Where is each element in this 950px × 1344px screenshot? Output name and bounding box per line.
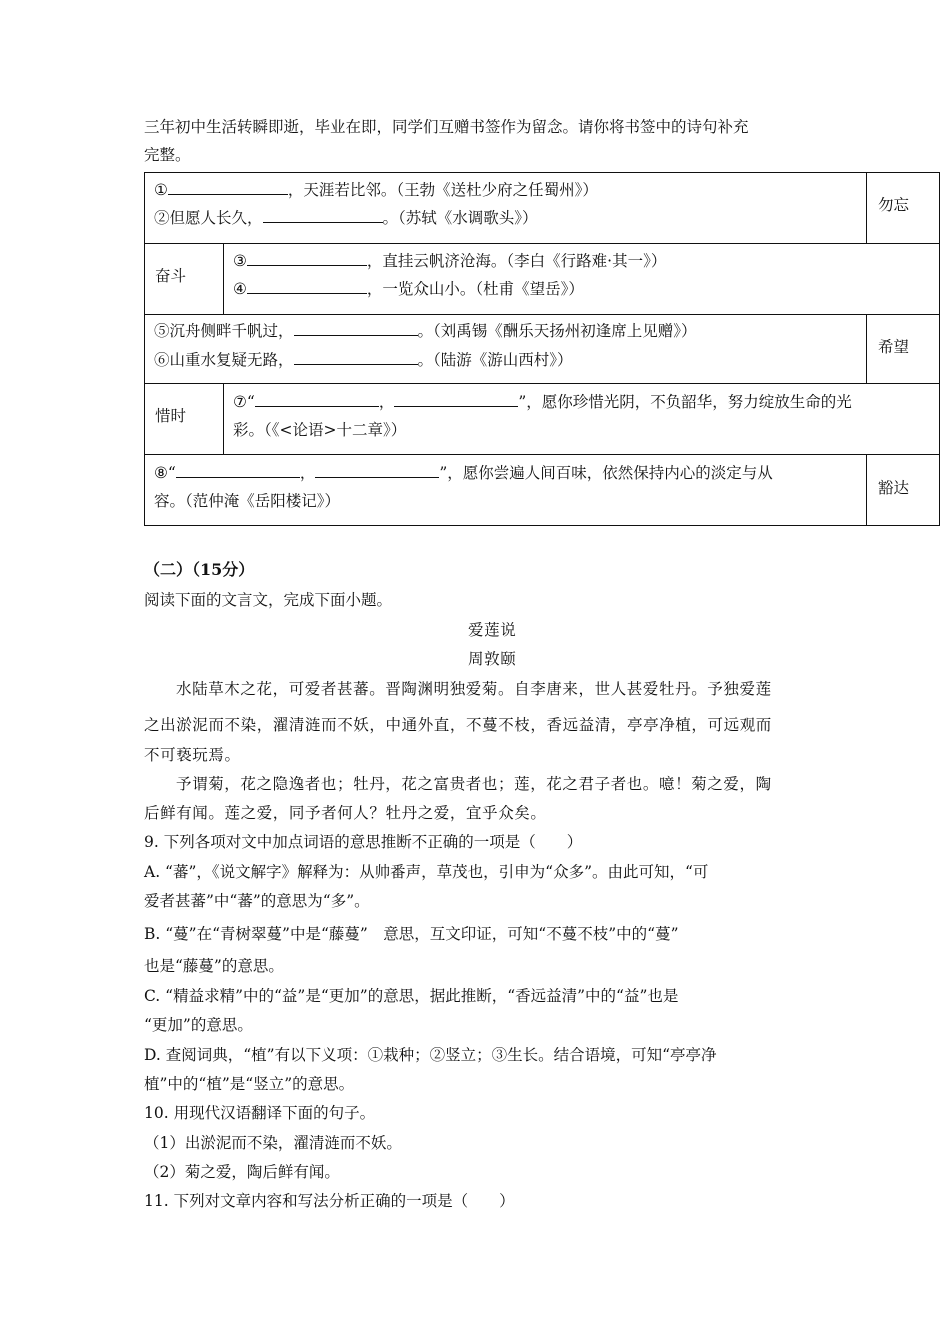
option-a-line-2: 爱者甚蕃”中“蕃”的意思为“多”。 (144, 892, 370, 910)
bookmark-table (144, 172, 940, 526)
option-d-line-1[interactable]: D. 查阅词典，“植”有以下义项：①栽种；②竖立；③生长。结合语境，可知“亭亭净 (144, 1046, 717, 1064)
bookmark-label-1: 勿忘 (878, 196, 910, 214)
bookmark-row-5 (144, 454, 940, 526)
bookmark-row-3 (144, 314, 940, 384)
answer-blank-7b[interactable] (394, 392, 518, 407)
option-d-line-2: 植”中的“植”是“竖立”的意思。 (144, 1075, 355, 1093)
passage-line-5: 后鲜有闻。莲之爱，同予者何人？牡丹之爱，宜乎众矣。 (144, 804, 547, 822)
bookmark-label-2: 奋斗 (155, 267, 187, 285)
passage-line-2: 之出淤泥而不染，濯清涟而不妖，中通外直，不蔓不枝，香远益清，亭亭净植，可远观而 (144, 716, 772, 734)
answer-blank-1[interactable] (168, 180, 288, 195)
poem-line-4: ④ ，一览众山小。（杜甫《望岳》） (233, 280, 584, 298)
question-11: 11. 下列对文章内容和写法分析正确的一项是（ ） (144, 1192, 515, 1210)
intro-line-1: 三年初中生活转瞬即逝，毕业在即，同学们互赠书签作为留念。请你将书签中的诗句补充 (144, 118, 749, 136)
answer-blank-4[interactable] (247, 279, 367, 294)
section-title: （二）（15分） (144, 560, 255, 579)
answer-blank-6[interactable] (294, 350, 418, 365)
intro-line-2: 完整。 (144, 146, 191, 164)
option-c-line-2: “更加”的意思。 (144, 1016, 253, 1034)
answer-blank-8a[interactable] (176, 463, 300, 478)
bookmark-label-5: 豁达 (878, 479, 910, 497)
passage-line-4: 予谓菊，花之隐逸者也；牡丹，花之富贵者也；莲，花之君子者也。噫！菊之爱，陶 (176, 775, 772, 793)
poem-line-8: ⑧“ ， ”，愿你尝遍人间百味，依然保持内心的淡定与从 (154, 464, 773, 482)
answer-blank-2[interactable] (263, 208, 383, 223)
bookmark-row-1 (144, 172, 940, 244)
poem-line-7-cont: 彩。（《<论语>十二章》） (233, 421, 407, 439)
poem-line-3: ③ ，直挂云帆济沧海。（李白《行路难·其一》） (233, 252, 667, 270)
question-10-sub-1: （1）出淤泥而不染，濯清涟而不妖。 (144, 1134, 402, 1152)
poem-line-5: ⑤沉舟侧畔千帆过， 。（刘禹锡《酬乐天扬州初逢席上见赠》） (154, 322, 697, 340)
bookmark-row-4 (144, 383, 940, 455)
passage-line-3: 不可亵玩焉。 (144, 746, 241, 764)
section-instruction: 阅读下面的文言文，完成下面小题。 (144, 591, 393, 609)
poem-line-1: ① ，天涯若比邻。（王勃《送杜少府之任蜀州》） (154, 181, 598, 199)
answer-blank-5[interactable] (294, 321, 418, 336)
question-10: 10. 用现代汉语翻译下面的句子。 (144, 1104, 376, 1122)
bookmark-row-2 (144, 243, 940, 315)
poem-line-8-cont: 容。（范仲淹《岳阳楼记》） (154, 492, 341, 510)
answer-blank-3[interactable] (247, 251, 367, 266)
bookmark-label-3: 希望 (878, 338, 910, 356)
option-b-line-2: 也是“藤蔓”的意思。 (144, 957, 284, 975)
bookmark-label-4: 惜时 (155, 407, 187, 425)
passage-title: 爱莲说 (468, 621, 517, 639)
option-b-line-1[interactable]: B. “蔓”在“青树翠蔓”中是“藤蔓” 意思，互文印证，可知“不蔓不枝”中的“蔓” (144, 925, 679, 943)
passage-line-1: 水陆草木之花，可爱者甚蕃。晋陶渊明独爱菊。自李唐来，世人甚爱牡丹。予独爱莲 (176, 680, 772, 698)
option-c-line-1[interactable]: C. “精益求精”中的“益”是“更加”的意思，据此推断，“香远益清”中的“益”也是 (144, 987, 679, 1005)
poem-line-6: ⑥山重水复疑无路， 。（陆游《游山西村》） (154, 351, 573, 369)
poem-line-2: ②但愿人长久， 。（苏轼《水调歌头》） (154, 209, 538, 227)
question-9: 9. 下列各项对文中加点词语的意思推断不正确的一项是（ ） (144, 833, 583, 851)
option-a-line-1[interactable]: A. “蕃”，《说文解字》解释为：从帅番声，草茂也，引申为“众多”。由此可知，“可 (144, 863, 709, 881)
passage-author: 周敦颐 (468, 650, 517, 668)
answer-blank-8b[interactable] (315, 463, 439, 478)
answer-blank-7a[interactable] (255, 392, 379, 407)
question-10-sub-2: （2）菊之爱，陶后鲜有闻。 (144, 1163, 340, 1181)
poem-line-7: ⑦“ ， ”，愿你珍惜光阴，不负韶华，努力绽放生命的光 (233, 393, 852, 411)
